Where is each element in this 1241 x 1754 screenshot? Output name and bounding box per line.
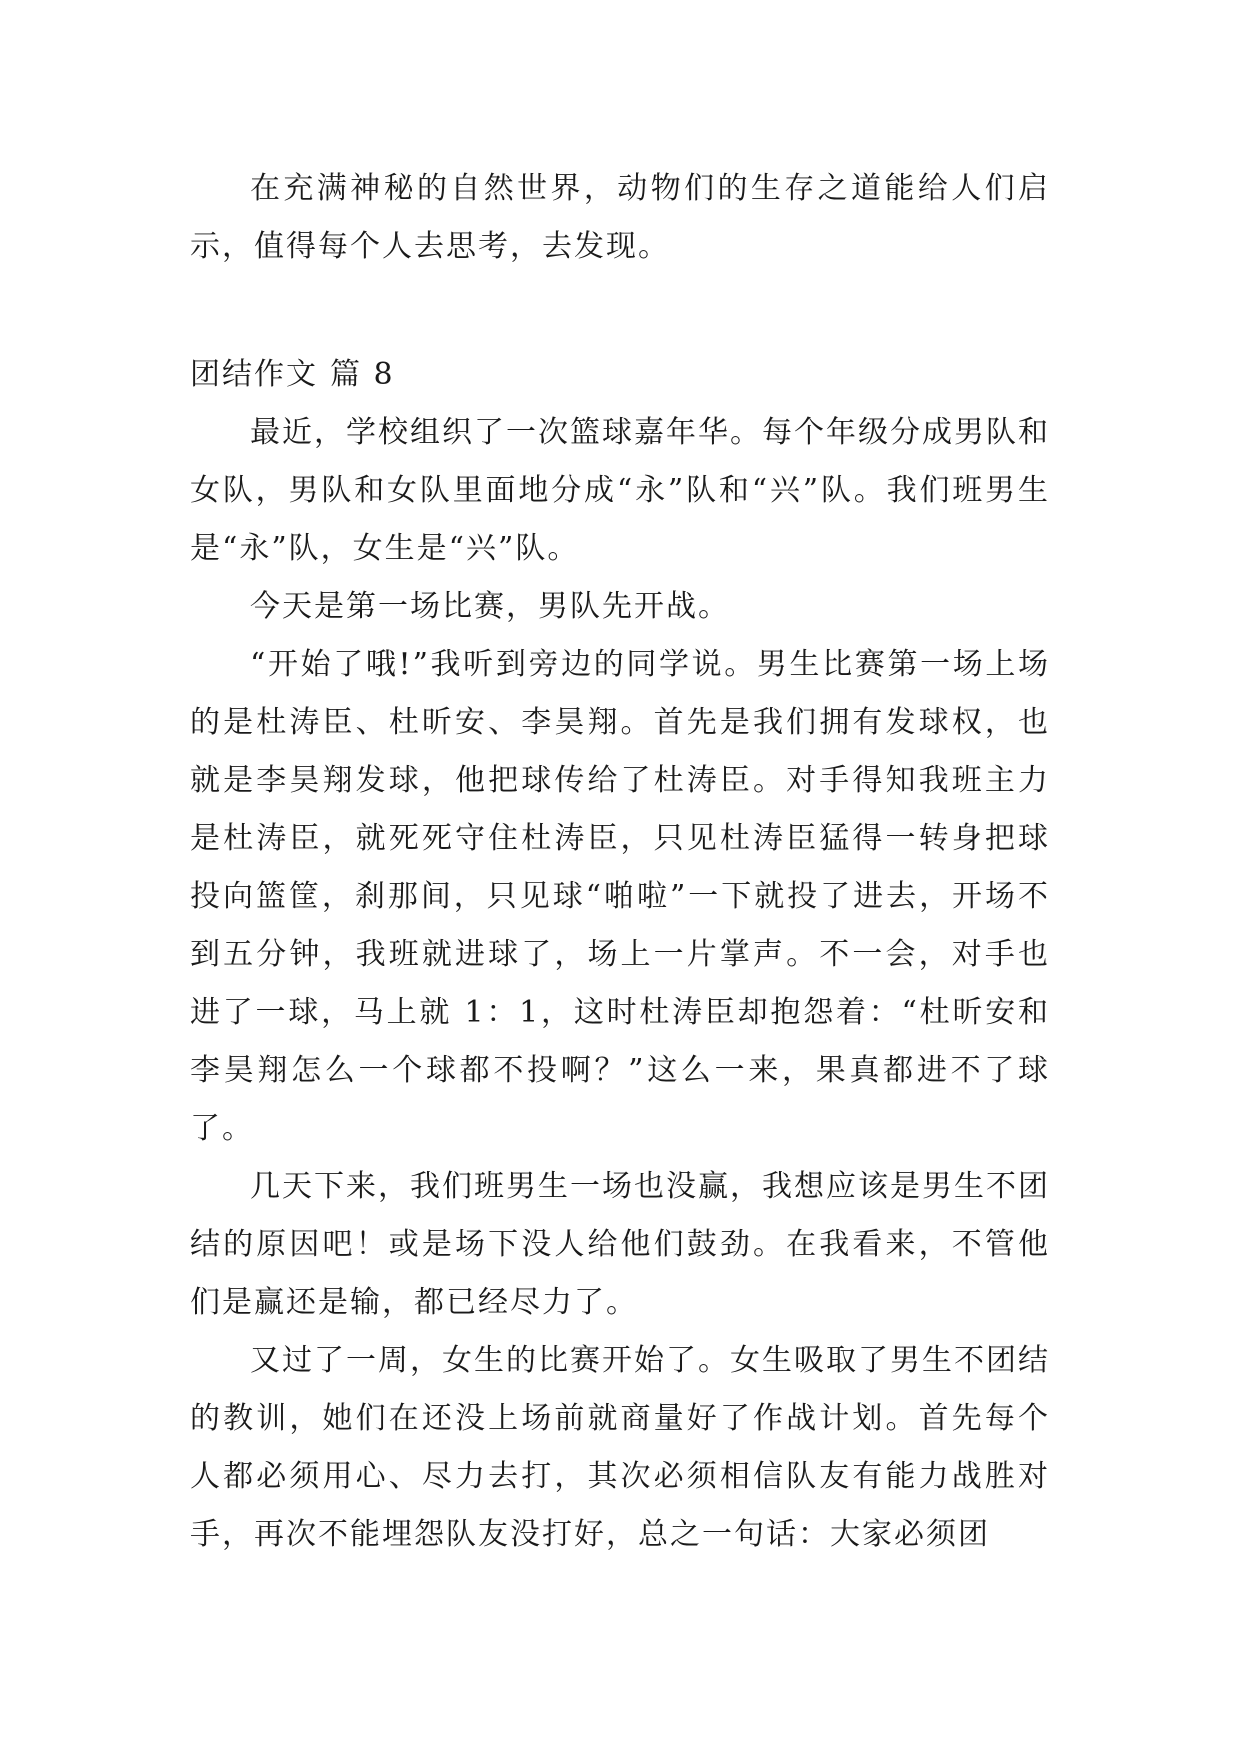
section-number: 篇 8 (330, 357, 395, 392)
paragraph: 今天是第一场比赛，男队先开战。 (250, 589, 730, 624)
document-content (190, 160, 1050, 1564)
section-title: 团结作文 (190, 357, 318, 392)
paragraph: 几天下来，我们班男生一场也没赢，我想应该是男生不团结的原因吧！或是场下没人给他们鼓劲。在我看来，不管他们是赢还是输，都已经尽力了。 (190, 1169, 1050, 1320)
paragraph: “开始了哦!”我听到旁边的同学说。男生比赛第一场上场的是杜涛臣、杜昕安、李昊翔。首先是我们拥有发球权，也就是李昊翔发球，他把球传给了杜涛臣。对手得知我班主力是杜涛臣，就死死守住杜涛臣，只见杜涛臣猛得一转身把球投向篮筐，刹那间，只见球“啪啦”一下就投了进去，开场不到五分钟，我班就进球了，场上一片掌声。不一会，对手也进了一球，马上就 1：1，这时杜涛臣却抱怨着：“杜昕安和李昊翔怎么一个球都不投啊？”这么一来，果真都进不了球了。 (190, 647, 1050, 1146)
paragraph: 最近，学校组织了一次篮球嘉年华。每个年级分成男队和女队，男队和女队里面地分成“永”队和“兴”队。我们班男生是“永”队，女生是“兴”队。 (190, 415, 1050, 566)
paragraph: 又过了一周，女生的比赛开始了。女生吸取了男生不团结的教训，她们在还没上场前就商量好了作战计划。首先每个人都必须用心、尽力去打，其次必须相信队友有能力战胜对手，再次不能埋怨队友没打好，总之一句话：大家必须团 (190, 1343, 1050, 1552)
section-heading (190, 346, 1050, 404)
intro-paragraph: 在充满神秘的自然世界，动物们的生存之道能给人们启示，值得每个人去思考，去发现。 (190, 171, 1050, 264)
